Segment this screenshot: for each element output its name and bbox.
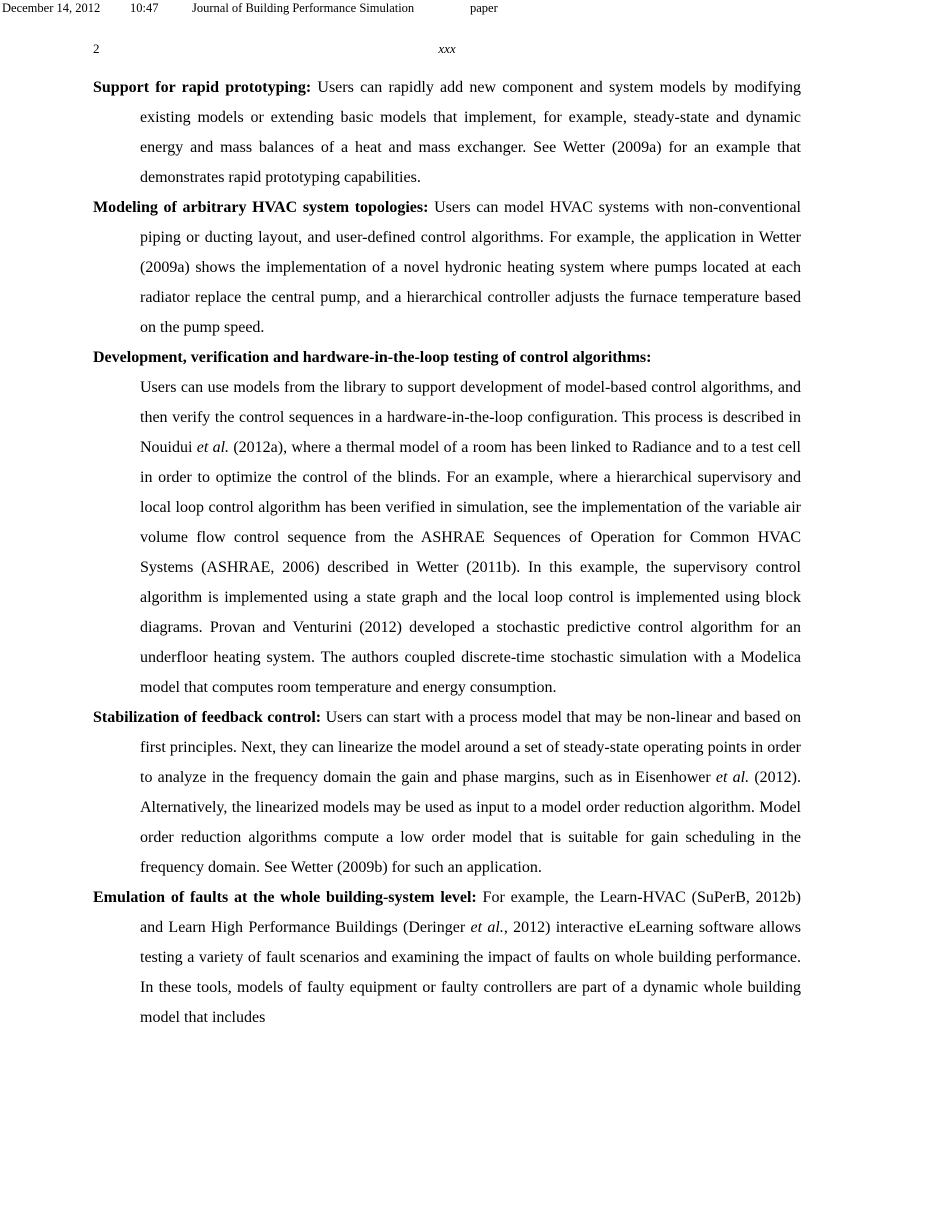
draft-date: December 14, 2012 (2, 1, 101, 15)
item-text: Users can start with a process model that may be non-linear and based on first principles. Next, they can linearize the model around a set of steady-state operating points in order to analyze in the frequency domain the gain and phase margins, such as in Eisenhower (140, 709, 801, 786)
list-item (93, 703, 801, 883)
journal-name: Journal of Building Performance Simulation (192, 1, 415, 15)
list-item (93, 73, 801, 193)
item-text: , 2012) interactive eLearning software allows testing a variety of fault scenarios and examining the impact of faults on whole building performance. In these tools, models of faulty equipment or faulty controllers are part of a dynamic whole building model that includes (140, 919, 801, 1026)
citation-et-al: et al. (715, 769, 750, 786)
citation-et-al: et al. (196, 439, 230, 456)
item-text: (2012). Alternatively, the linearized models may be used as input to a model order reduction algorithm. Model order reduction algorithms compute a low order model that is suitable for gain scheduling in the frequency domain. See Wetter (2009b) for such an application. (140, 769, 801, 876)
running-title: xxx (438, 41, 456, 56)
item-text: (2012a), where a thermal model of a room has been linked to Radiance and to a test cell in order to optimize the control of the blinds. For an example, where a hierarchical supervisory and local loop control algorithm has been verified in simulation, see the implementation of the variable air volume flow control sequence from the ASHRAE Sequences of Operation for Common HVAC Systems (ASHRAE, 2006) described in Wetter (2011b). In this example, the supervisory control algorithm is implemented using a state graph and the local loop control is implemented using block diagrams. Provan and Venturini (2012) developed a stochastic predictive control algorithm for an underfloor heating system. The authors coupled discrete-time stochastic simulation with a Modelica model that computes room temperature and energy consumption. (140, 439, 801, 696)
item-label: Stabilization of feedback control: (93, 709, 322, 726)
list-item (93, 883, 801, 1033)
description-list (93, 73, 801, 1033)
list-item (93, 193, 801, 343)
item-label: Modeling of arbitrary HVAC system topologies: (93, 199, 429, 216)
page-number: 2 (93, 41, 100, 56)
item-label: Development, verification and hardware-in-the-loop testing of control algorithms: (93, 349, 652, 366)
draft-time: 10:47 (130, 1, 159, 15)
citation-et-al: et al. (470, 919, 504, 936)
item-text: Users can model HVAC systems with non-conventional piping or ducting layout, and user-defined control algorithms. For example, the application in Wetter (2009a) shows the implementation of a novel hydronic heating system where pumps located at each radiator replace the central pump, and a hierarchical controller adjusts the furnace temperature based on the pump speed. (140, 199, 801, 336)
item-text: Users can rapidly add new component and system models by modifying existing models or extending basic models that implement, for example, steady-state and dynamic energy and mass balances of a heat and mass exchanger. See Wetter (2009a) for an example that demonstrates rapid prototyping capabilities. (140, 79, 801, 186)
running-head (93, 41, 801, 59)
item-text: For example, the Learn-HVAC (SuPerB, 2012b) and Learn High Performance Buildings (Deringer (140, 889, 801, 936)
item-text: Users can use models from the library to support development of model-based control algorithms, and then verify the control sequences in a hardware-in-the-loop configuration. This process is described in Nouidui (140, 379, 801, 456)
style-file-name: paper (470, 1, 498, 15)
list-item (93, 343, 801, 703)
draft-header (0, 1, 952, 17)
item-label: Emulation of faults at the whole building-system level: (93, 889, 477, 906)
item-label: Support for rapid prototyping: (93, 79, 312, 96)
